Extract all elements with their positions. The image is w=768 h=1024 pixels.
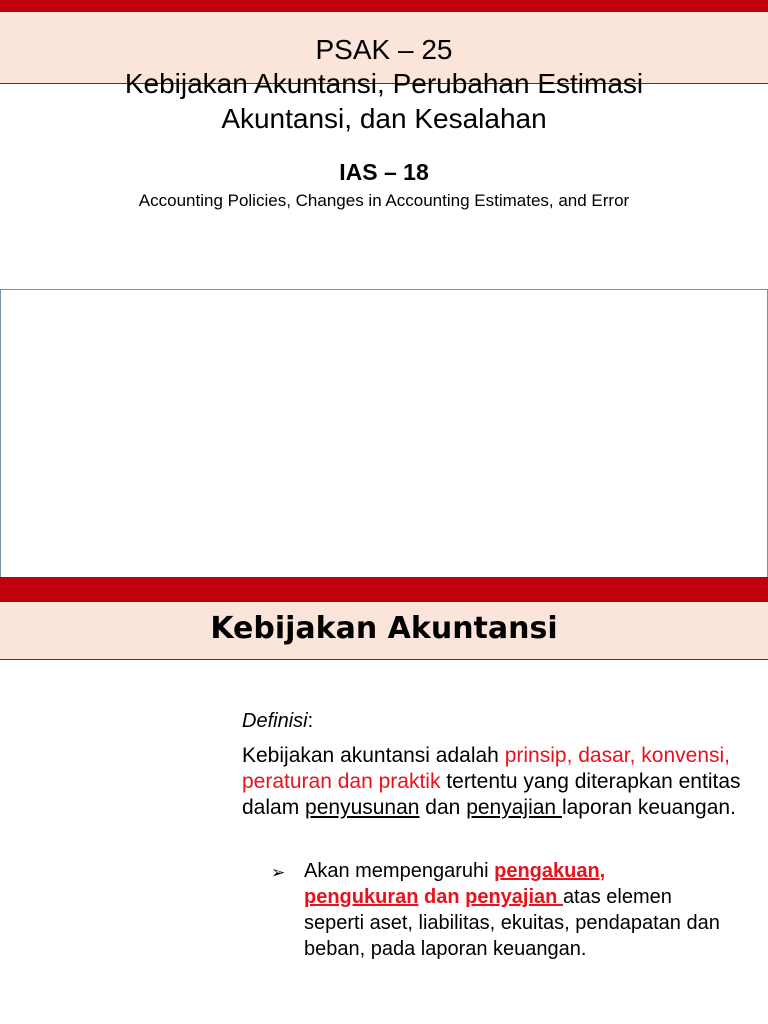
psak-title: PSAK – 25 (315, 34, 453, 65)
def-text-3: dan (419, 796, 467, 819)
definisi-label (242, 708, 313, 734)
definition-paragraph (242, 743, 742, 821)
bullet-text-1: Akan mempengaruhi (304, 860, 495, 882)
def-text-4: laporan keuangan. (561, 796, 736, 819)
bullet-pengakuan: pengakuan, (494, 860, 606, 882)
bullet-dan: dan (418, 886, 466, 908)
bullet-text-2: atas elemen seperti aset, liabilitas, ekuitas, pendapatan dan beban, pada laporan keuangan. (304, 886, 720, 960)
bullet-penyajian: penyajian (465, 886, 563, 908)
def-highlight-principles: prinsip, dasar, konvensi, peraturan dan praktik (242, 744, 730, 793)
def-text-2: tertentu yang diterapkan entitas dalam (242, 770, 741, 819)
slide1-title-line1: Kebijakan Akuntansi, Perubahan Estimasi (124, 68, 644, 99)
ias-title: IAS – 18 (339, 159, 429, 185)
ias-subtitle: Accounting Policies, Changes in Accounting Estimates, and Error (138, 191, 630, 210)
definisi-colon: : (307, 710, 314, 732)
definisi-word: Definisi (242, 710, 308, 732)
def-text-1: Kebijakan akuntansi adalah (242, 744, 505, 767)
slide1-title-line2: Akuntansi, dan Kesalahan (221, 103, 547, 134)
top-red-bar (0, 0, 768, 12)
arrow-bullet-icon: ➢ (271, 863, 286, 882)
bullet-paragraph (304, 858, 724, 962)
slide1-content-frame (0, 289, 768, 578)
def-underline-penyusunan: penyusunan (305, 796, 420, 819)
bullet-pengukuran: pengukuran (304, 886, 419, 908)
def-underline-penyajian: penyajian (466, 796, 562, 819)
slide2-red-bar (0, 577, 768, 602)
slide2-title: Kebijakan Akuntansi (210, 611, 558, 646)
